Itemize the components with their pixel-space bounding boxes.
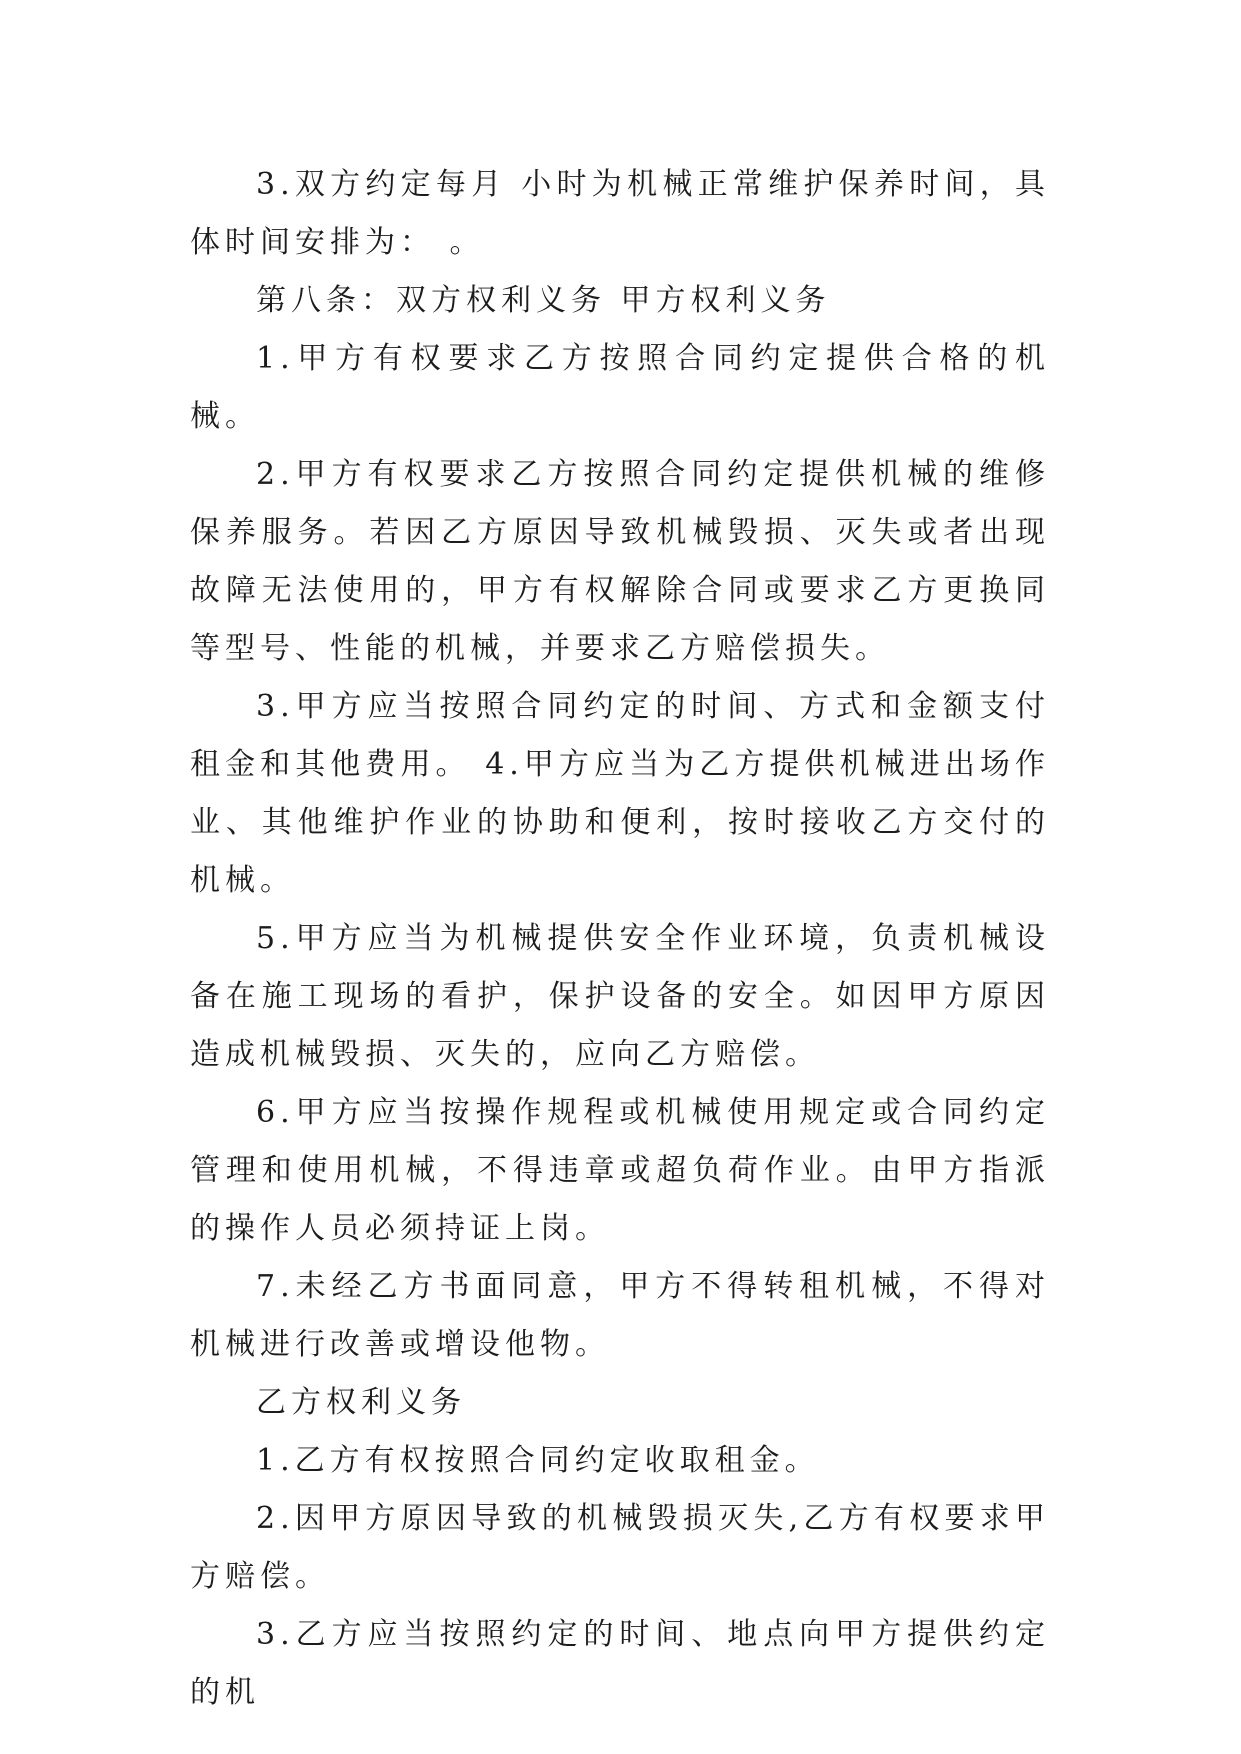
paragraph-party-b-right-2: 2.因甲方原因导致的机械毁损灭失,乙方有权要求甲方赔偿。 [190,1501,1050,1594]
paragraph-party-b-heading: 乙方权利义务 [256,1385,466,1420]
paragraph-party-a-duty-6: 6.甲方应当按操作规程或机械使用规定或合同约定管理和使用机械，不得违章或超负荷作业。由甲方指派的操作人员必须持证上岗。 [190,1095,1050,1246]
paragraph-party-a-duty-3-4: 3.甲方应当按照合同约定的时间、方式和金额支付租金和其他费用。 4.甲方应当为乙方提供机械进出场作业、其他维护作业的协助和便利，按时接收乙方交付的机械。 [190,689,1050,898]
document-body [190,156,1050,1722]
paragraph-party-a-duty-7: 7.未经乙方书面同意，甲方不得转租机械，不得对机械进行改善或增设他物。 [190,1269,1050,1362]
paragraph-article-8-heading: 第八条：双方权利义务 甲方权利义务 [256,283,831,318]
paragraph-party-a-duty-5: 5.甲方应当为机械提供安全作业环境，负责机械设备在施工现场的看护，保护设备的安全。如因甲方原因造成机械毁损、灭失的，应向乙方赔偿。 [190,921,1050,1072]
paragraph-party-b-duty-3: 3.乙方应当按照约定的时间、地点向甲方提供约定的机 [190,1617,1050,1710]
paragraph-party-b-right-1: 1.乙方有权按照合同约定收取租金。 [256,1443,820,1478]
paragraph-party-a-right-1: 1.甲方有权要求乙方按照合同约定提供合格的机械。 [190,341,1050,434]
paragraph-party-a-right-2: 2.甲方有权要求乙方按照合同约定提供机械的维修保养服务。若因乙方原因导致机械毁损、灭失或者出现故障无法使用的，甲方有权解除合同或要求乙方更换同等型号、性能的机械，并要求乙方赔偿损失。 [190,457,1050,666]
paragraph-maintenance-time: 3.双方约定每月 小时为机械正常维护保养时间，具体时间安排为： 。 [190,167,1050,260]
